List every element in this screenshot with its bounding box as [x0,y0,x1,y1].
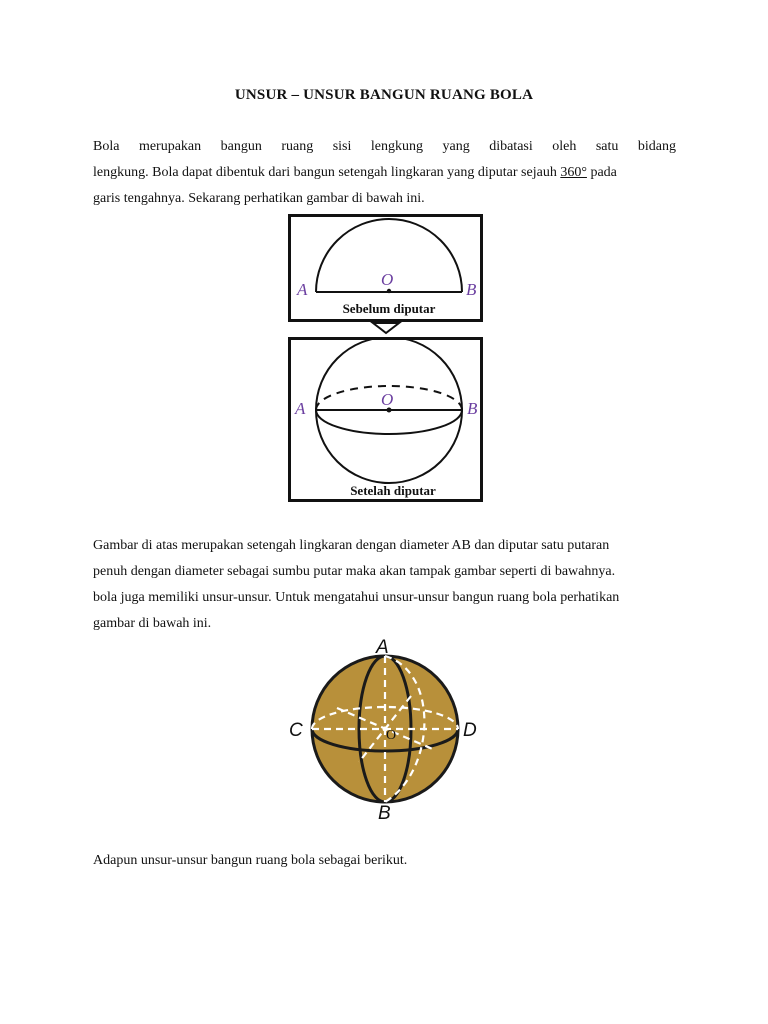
explanation-paragraph [93,533,676,637]
sphere-label-a: A [295,399,306,418]
label-d: D [463,720,477,741]
sphere-label-b: B [467,399,478,418]
semicircle-label-a: A [297,280,308,299]
label-c: C [289,720,303,741]
sphere-label-o: O [381,390,394,409]
closing-paragraph [93,848,676,874]
label-b: B [378,803,391,824]
intro-paragraph [93,134,676,212]
sphere-caption: Setelah diputar [350,483,436,498]
semicircle-center-point [387,289,391,293]
intro-line-2-post: pada [586,165,617,180]
sphere-frame [290,339,482,501]
label-o: O [386,728,397,743]
intro-line-2 [93,160,676,186]
intro-line-1: Bola merupakan bangun ruang sisi lengkung yang dibatasi oleh satu bidang [93,139,676,154]
sphere-figure [288,337,483,502]
page-title: UNSUR – UNSUR BANGUN RUANG BOLA [234,87,534,103]
explanation-line-4: gambar di bawah ini. [93,616,212,631]
rotation-angle: 360° [560,165,587,180]
semicircle-caption: Sebelum diputar [342,301,436,316]
semicircle-figure [288,214,483,322]
explanation-line-2: penuh dengan diameter sebagai sumbu putar maka akan tampak gambar seperti di bawahnya. [93,564,616,579]
intro-line-3: garis tengahnya. Sekarang perhatikan gambar di bawah ini. [93,191,425,206]
closing-line: Adapun unsur-unsur bangun ruang bola sebagai berikut. [93,853,408,868]
semicircle-label-b: B [466,280,477,299]
semicircle-label-o: O [381,270,394,289]
down-arrow-icon [370,321,402,335]
label-a: A [376,637,389,658]
explanation-line-1: Gambar di atas merupakan setengah lingkaran dengan diameter AB dan diputar satu putaran [93,538,610,553]
explanation-line-3: bola juga memiliki unsur-unsur. Untuk mengatahui unsur-unsur bangun ruang bola perhatikan [93,590,620,605]
sphere-elements-figure [285,632,485,824]
intro-line-2-pre: lengkung. Bola dapat dibentuk dari bangun setengah lingkaran yang diputar sejauh [93,165,561,180]
